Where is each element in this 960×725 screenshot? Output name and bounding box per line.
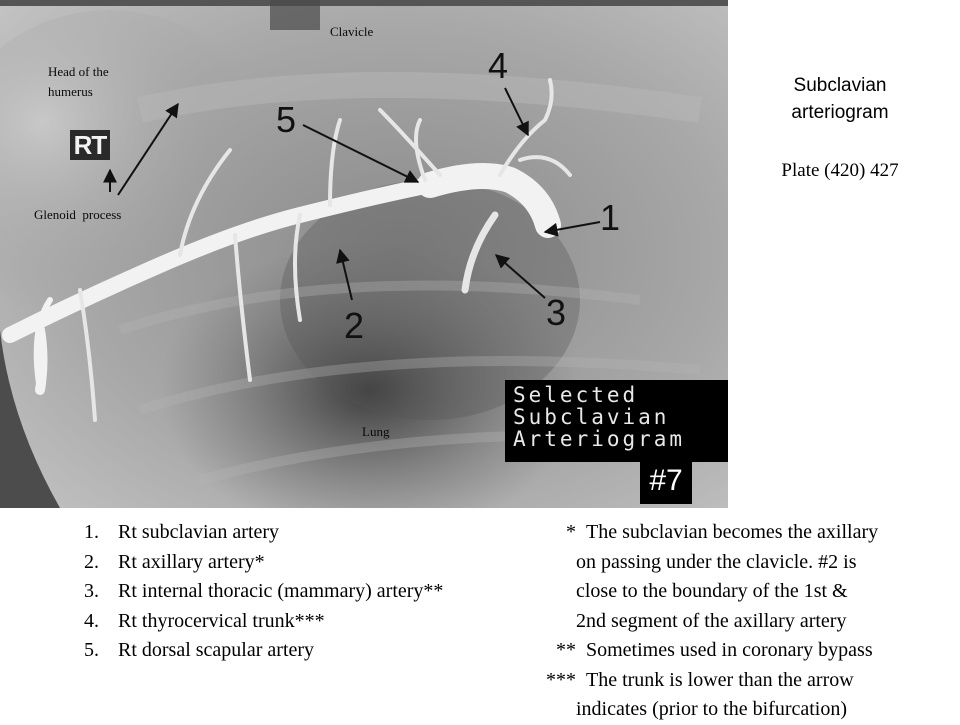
selected-caption-box [505,380,728,462]
note-text: The subclavian becomes the axillary [586,521,879,543]
arrow-number-5: 5 [276,99,297,140]
title-line-1: Subclavian [793,75,887,96]
note-text: The trunk is lower than the arrow [586,668,854,691]
note-mark [518,577,576,607]
note-mark [518,695,576,725]
note-row [518,636,878,666]
plate-number-badge: #7 [640,458,692,504]
legend-text: Rt subclavian artery [118,521,280,543]
label-head-of-humerus: Head of the humerus [48,64,109,99]
legend-number: 1. [84,521,99,543]
legend-text: Rt internal thoracic (mammary) artery** [118,580,444,602]
note-row [518,548,878,578]
legend-item [84,518,443,548]
legend-item [84,607,443,637]
arrow-number-3: 3 [546,292,567,333]
label-clavicle: Clavicle [330,24,374,39]
title-line-2: arteriogram [791,102,889,123]
note-row [518,577,878,607]
caption-line-2: Subclavian [513,405,670,429]
note-mark: ** [556,639,576,661]
legend-number: 5. [84,639,99,661]
caption-line-3: Arteriogram [513,427,686,451]
note-text: close to the boundary of the 1st & [576,580,848,602]
arrow-number-2: 2 [344,305,365,346]
legend-number: 3. [84,580,99,602]
note-mark [518,548,576,578]
legend-item [84,548,443,578]
side-marker: RT [70,130,110,160]
arrow-number-4: 4 [488,45,509,86]
legend-list [84,518,443,666]
note-text: 2nd segment of the axillary artery [576,609,847,632]
legend-text: Rt axillary artery* [118,550,265,573]
note-mark [518,607,576,637]
note-text: Sometimes used in coronary bypass [586,639,873,661]
note-mark: *** [546,668,576,691]
note-row [518,607,878,637]
caption-line-1: Selected [513,383,639,407]
page-title [740,72,940,126]
label-glenoid-process: Glenoid process [34,207,122,222]
legend-number: 2. [84,550,99,573]
note-row [518,695,878,725]
arrow-number-1: 1 [600,197,621,238]
legend-number: 4. [84,609,99,632]
note-text: indicates (prior to the bifurcation) [576,698,848,720]
note-row [518,518,878,548]
legend-text: Rt thyrocervical trunk*** [118,609,325,632]
footnotes [518,518,878,725]
legend-item [84,577,443,607]
legend-text: Rt dorsal scapular artery [118,639,315,661]
note-mark: * [566,521,576,543]
note-text: on passing under the clavicle. #2 is [576,550,857,573]
label-lung: Lung [362,424,390,439]
plate-reference: Plate (420) 427 [781,160,899,181]
note-row [518,666,878,696]
legend-item [84,636,443,666]
